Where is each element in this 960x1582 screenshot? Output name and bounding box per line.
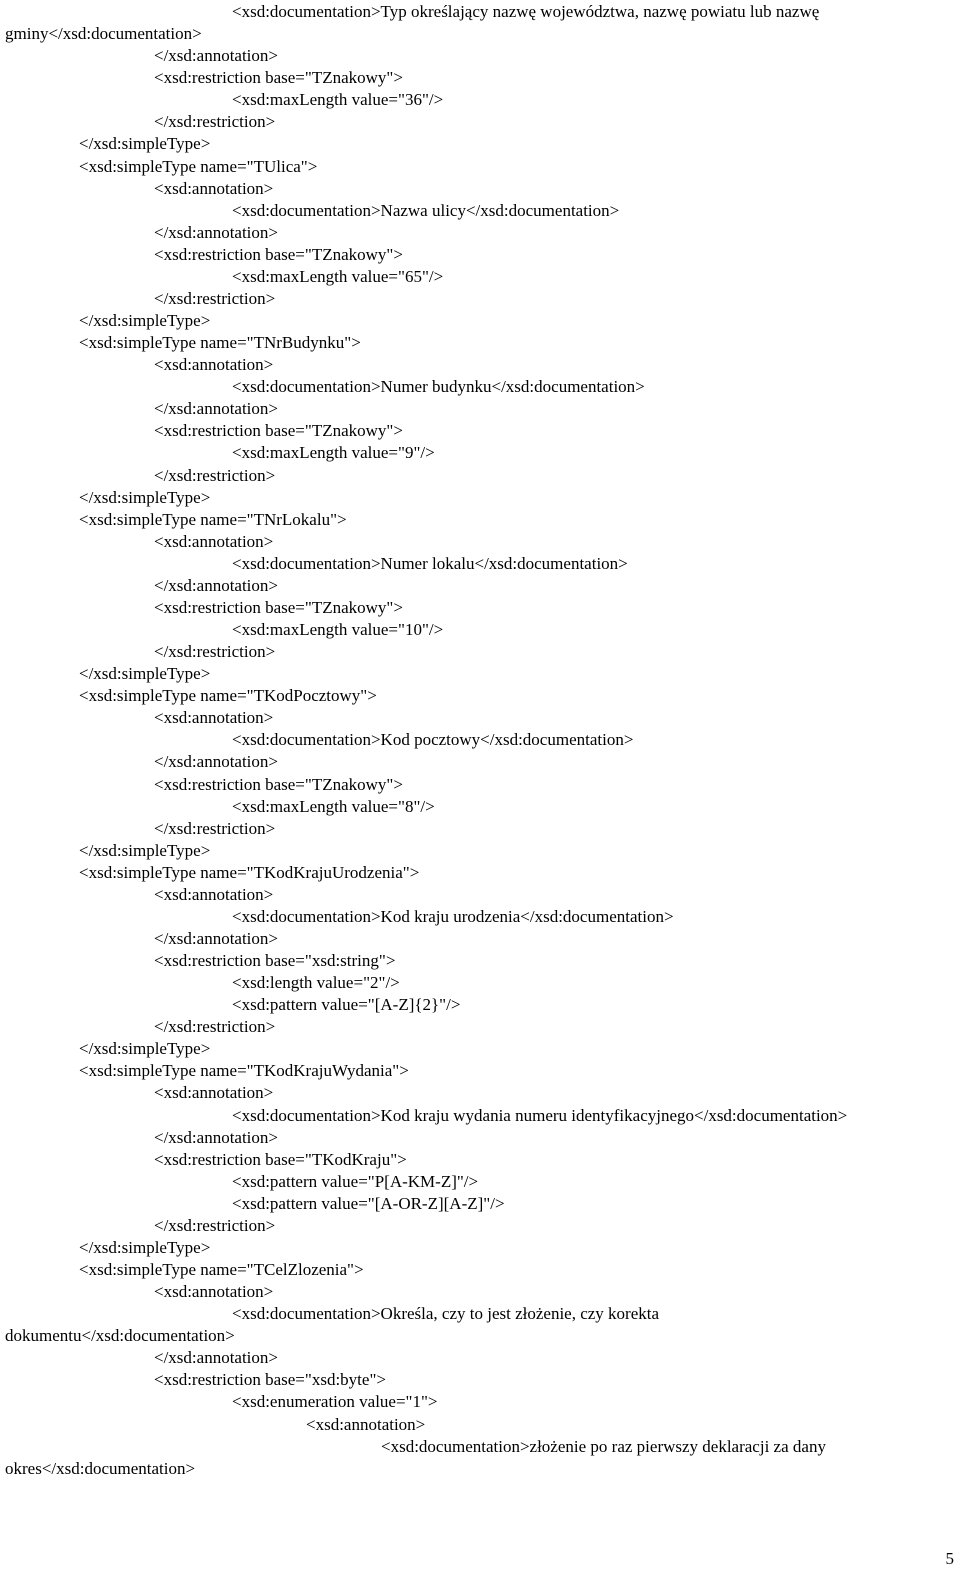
code-line: <xsd:restriction base="TZnakowy">: [154, 421, 403, 441]
code-line: <xsd:simpleType name="TKodKrajuUrodzenia">: [79, 862, 420, 882]
code-line: </xsd:annotation>: [154, 46, 278, 66]
code-line: </xsd:annotation>: [154, 575, 278, 595]
code-line: </xsd:restriction>: [154, 288, 276, 308]
code-line: </xsd:restriction>: [154, 112, 276, 132]
code-line: </xsd:restriction>: [154, 1215, 276, 1235]
code-line: </xsd:simpleType>: [79, 840, 211, 860]
code-line: <xsd:maxLength value="10"/>: [232, 620, 444, 639]
code-line: <xsd:length value="2"/>: [232, 973, 400, 993]
code-line: </xsd:restriction>: [154, 465, 276, 485]
code-line: <xsd:annotation>: [154, 531, 274, 551]
code-line: <xsd:restriction base="xsd:string">: [154, 951, 396, 970]
code-line: <xsd:pattern value="[A-OR-Z][A-Z]"/>: [232, 1193, 505, 1213]
code-line: <xsd:documentation>Kod kraju urodzenia</xsd:documentation>: [232, 906, 674, 926]
code-line: okres</xsd:documentation>: [5, 1458, 196, 1478]
code-line: </xsd:restriction>: [154, 642, 276, 661]
code-line: <xsd:documentation>Typ określający nazwę województwa, nazwę powiatu lub nazwę: [232, 2, 820, 21]
code-line: </xsd:simpleType>: [79, 1237, 211, 1257]
code-line: <xsd:restriction base="TZnakowy">: [154, 68, 403, 88]
code-line: </xsd:annotation>: [154, 222, 278, 242]
code-line: <xsd:simpleType name="TKodKrajuWydania">: [79, 1061, 409, 1081]
code-line: <xsd:maxLength value="8"/>: [232, 796, 435, 816]
code-line: <xsd:restriction base="TKodKraju">: [154, 1149, 407, 1169]
code-line: <xsd:annotation>: [154, 355, 274, 375]
code-line: </xsd:simpleType>: [79, 664, 211, 684]
code-line: dokumentu</xsd:documentation>: [5, 1326, 235, 1346]
code-line: <xsd:pattern value="P[A-KM-Z]"/>: [232, 1171, 479, 1191]
code-line: <xsd:maxLength value="36"/>: [232, 90, 444, 110]
code-line: </xsd:simpleType>: [79, 311, 211, 330]
code-line: <xsd:restriction base="TZnakowy">: [154, 597, 403, 617]
code-line: <xsd:simpleType name="TCelZlozenia">: [79, 1260, 364, 1279]
code-line: </xsd:annotation>: [154, 752, 278, 772]
code-line: </xsd:simpleType>: [79, 1039, 211, 1059]
code-line: <xsd:documentation>Określa, czy to jest złożenie, czy korekta: [232, 1304, 660, 1324]
code-line: <xsd:simpleType name="TKodPocztowy">: [79, 686, 377, 706]
code-line: <xsd:annotation>: [154, 708, 274, 728]
code-line: <xsd:simpleType name="TNrLokalu">: [79, 509, 347, 529]
code-line: <xsd:documentation>Numer budynku</xsd:documentation>: [232, 377, 645, 397]
code-line: <xsd:annotation>: [154, 1083, 274, 1103]
code-line: <xsd:annotation>: [154, 884, 274, 904]
code-line: <xsd:maxLength value="9"/>: [232, 443, 435, 463]
code-line: <xsd:documentation>Numer lokalu</xsd:documentation>: [232, 553, 628, 573]
code-line: <xsd:annotation>: [154, 178, 274, 198]
code-line: <xsd:restriction base="TZnakowy">: [154, 774, 403, 794]
code-line: <xsd:simpleType name="TUlica">: [79, 156, 318, 176]
code-line: </xsd:annotation>: [154, 1348, 278, 1368]
code-line: </xsd:restriction>: [154, 818, 276, 838]
code-line: </xsd:restriction>: [154, 1017, 276, 1037]
code-line: <xsd:documentation>Nazwa ulicy</xsd:documentation>: [232, 200, 620, 220]
code-line: <xsd:restriction base="TZnakowy">: [154, 244, 403, 264]
code-line: <xsd:pattern value="[A-Z]{2}"/>: [232, 995, 461, 1015]
code-line: <xsd:annotation>: [154, 1282, 274, 1302]
code-line: </xsd:annotation>: [154, 928, 278, 948]
code-line: <xsd:simpleType name="TNrBudynku">: [79, 333, 361, 353]
code-line: <xsd:documentation>Kod pocztowy</xsd:documentation>: [232, 730, 634, 750]
code-line: <xsd:enumeration value="1">: [232, 1392, 438, 1412]
code-line: <xsd:documentation>Kod kraju wydania numeru identyfikacyjnego</xsd:documentation>: [232, 1105, 848, 1125]
page-number: 5: [945, 1549, 954, 1568]
code-line: </xsd:simpleType>: [79, 487, 211, 507]
code-line: <xsd:annotation>: [306, 1414, 426, 1434]
code-line: <xsd:maxLength value="65"/>: [232, 266, 444, 286]
code-line: <xsd:documentation>złożenie po raz pierwszy deklaracji za dany: [381, 1436, 826, 1456]
code-line: gminy</xsd:documentation>: [5, 24, 202, 44]
code-line: <xsd:restriction base="xsd:byte">: [154, 1370, 386, 1390]
code-line: </xsd:simpleType>: [79, 134, 211, 154]
code-line: </xsd:annotation>: [154, 399, 278, 419]
code-line: </xsd:annotation>: [154, 1127, 278, 1147]
